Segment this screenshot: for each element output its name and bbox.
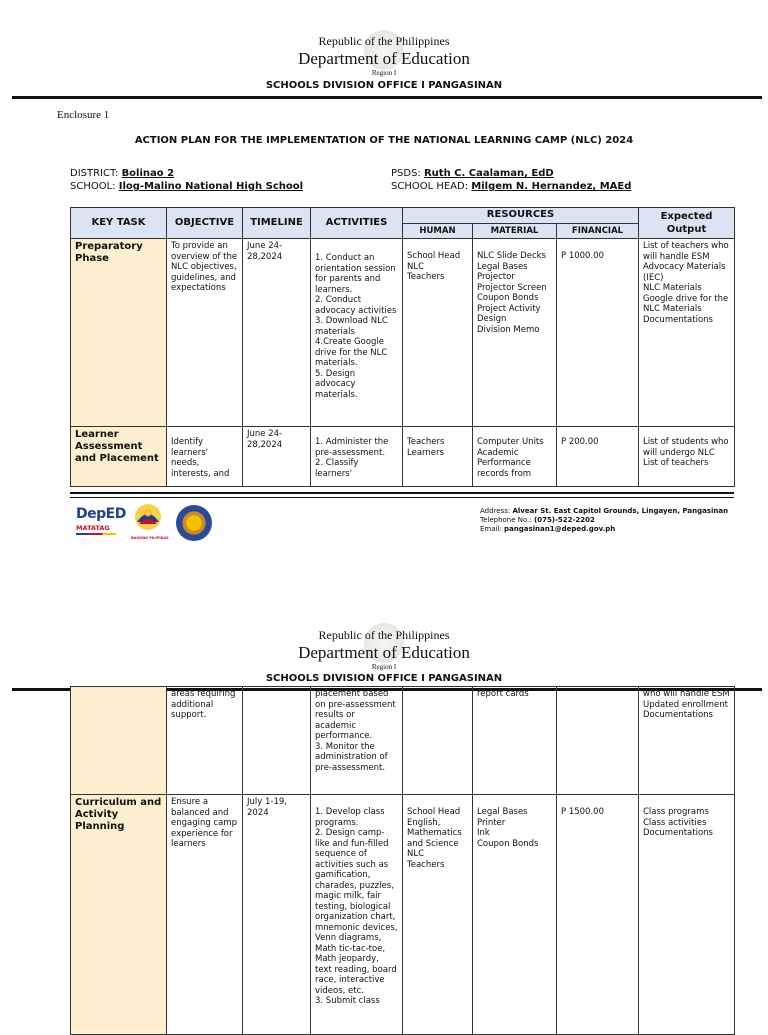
header-rule <box>12 96 762 99</box>
cell-line: Teachers <box>407 859 445 870</box>
enclosure-label: Enclosure 1 <box>57 109 110 121</box>
header-financial: FINANCIAL <box>557 224 639 239</box>
header-expected-output <box>639 208 735 239</box>
address-line <box>480 507 728 516</box>
financial-cell <box>557 687 639 795</box>
email-line <box>480 525 728 534</box>
cell-line: Division Memo <box>477 324 540 335</box>
header-material: MATERIAL <box>473 224 557 239</box>
region-label: Region I <box>371 69 397 77</box>
cell-line: 4.Create Google drive for the NLC materials. <box>315 337 388 368</box>
header-objective: OBJECTIVE <box>167 208 243 239</box>
material-cell: report cards <box>473 687 557 795</box>
deped-matatag-logo <box>76 506 124 540</box>
district-label: DISTRICT: <box>70 168 119 179</box>
material-cell <box>473 795 557 1035</box>
cell-line: 1. Develop class programs. <box>315 807 385 828</box>
bagong-pilipinas-emblem-icon <box>131 502 165 532</box>
timeline-cell: June 24-28,2024 <box>243 239 311 427</box>
activities-cell <box>311 687 403 795</box>
timeline-cell: June 24-28,2024 <box>243 427 311 487</box>
cell-line: List of teachers <box>643 458 709 468</box>
action-plan-table-page1 <box>70 207 735 487</box>
cell-line: Teachers <box>407 437 445 447</box>
bagong-pilipinas-logo <box>131 502 169 542</box>
division-label: SCHOOLS DIVISION OFFICE I PANGASINAN <box>265 673 503 684</box>
cell-line: 1. Conduct an orientation session for parents and learners. <box>315 253 396 295</box>
cell-line: Documentations <box>643 710 713 720</box>
cell-line: Advocacy Materials (IEC) <box>643 262 726 283</box>
cell-line: 2. Conduct advocacy activities <box>315 295 397 316</box>
bagong-pilipinas-text: BAGONG PILIPINAS <box>131 536 169 540</box>
flag-stripe-icon <box>76 533 116 535</box>
district-value: Bolinao 2 <box>121 168 175 179</box>
matatag-wordmark: MATATAG <box>76 524 110 532</box>
human-cell <box>403 795 473 1035</box>
cell-line: List of teachers who will handle ESM <box>643 241 729 262</box>
region-label: Region I <box>371 663 397 671</box>
cell-line: 5. Design advocacy materials. <box>315 368 358 400</box>
phone-line <box>480 516 728 525</box>
cell-line: Coupon Bonds <box>477 838 539 849</box>
cell-line: Computer Units <box>477 437 544 447</box>
cell-line: Google drive for the NLC Materials <box>643 293 729 314</box>
cell-line: Learners <box>407 447 444 458</box>
division-label: SCHOOLS DIVISION OFFICE I PANGASINAN <box>265 80 503 91</box>
header-resources: RESOURCES <box>403 208 639 224</box>
material-cell <box>473 239 557 427</box>
cell-line: Projector Screen <box>477 282 547 293</box>
department-label: Department of Education <box>298 49 470 68</box>
output-cell <box>639 687 735 795</box>
division-seal-icon <box>176 505 212 541</box>
cell-line: Printer <box>477 817 506 828</box>
cell-line: School Head <box>407 807 461 817</box>
header-key-task: KEY TASK <box>71 208 167 239</box>
head-label: SCHOOL HEAD: <box>391 181 469 192</box>
financial-cell: P 200.00 <box>557 427 639 487</box>
human-cell <box>403 427 473 487</box>
district-line <box>70 168 174 179</box>
cell-line: 3. Submit class <box>315 996 380 1006</box>
phone-label: Telephone No.: <box>480 516 532 524</box>
cell-line: Project Activity Design <box>477 303 541 324</box>
cell-line: Documentations <box>643 314 713 325</box>
key-task-cell <box>71 687 167 795</box>
action-plan-table-page2 <box>70 686 735 1035</box>
activities-cell <box>311 239 403 427</box>
cell-line: NLC <box>407 261 425 272</box>
table-row <box>71 687 735 795</box>
objective-cell: areas requiring additional support. <box>167 687 243 795</box>
header-expected-2: Output <box>666 224 707 235</box>
activities-cell <box>311 795 403 1035</box>
cell-line: placement based on pre-assessment results or academic performance. <box>315 689 396 741</box>
deped-wordmark: DepED <box>76 506 126 522</box>
human-cell <box>403 687 473 795</box>
department-label: Department of Education <box>298 643 470 662</box>
cell-line: Legal Bases <box>477 807 528 817</box>
cell-line: Documentations <box>643 828 713 838</box>
activities-cell <box>311 427 403 487</box>
cell-line: NLC Materials <box>643 283 702 293</box>
cell-line: 2. Classify learners' <box>315 458 359 479</box>
table-row <box>71 239 735 427</box>
republic-label: Republic of the Philippines <box>318 628 450 642</box>
cell-line: Projector <box>477 272 515 282</box>
psds-value: Ruth C. Caalaman, EdD <box>423 168 554 179</box>
school-line <box>70 181 303 192</box>
psds-label: PSDS: <box>391 168 421 179</box>
key-task-cell: Curriculum and Activity Planning <box>71 795 167 1035</box>
cell-line: Academic Performance records from <box>477 447 532 479</box>
objective-cell: Ensure a balanced and engaging camp experience for learners <box>167 795 243 1035</box>
cell-line: Updated enrollment <box>643 699 728 710</box>
header-timeline: TIMELINE <box>243 208 311 239</box>
timeline-cell <box>243 687 311 795</box>
footer-rule <box>70 492 734 498</box>
output-cell <box>639 239 735 427</box>
cell-line: Class activities <box>643 817 707 828</box>
cell-line: 1. Administer the pre-assessment. <box>315 437 389 458</box>
cell-line: NLC Slide Decks <box>477 251 546 261</box>
cell-line: Coupon Bonds <box>477 293 539 303</box>
timeline-cell: July 1-19, 2024 <box>243 795 311 1035</box>
cell-line: who will handle ESM <box>643 689 730 699</box>
email-value: pangasinan1@deped.gov.ph <box>504 525 616 533</box>
financial-cell: P 1000.00 <box>557 239 639 427</box>
cell-line: Ink <box>477 828 490 838</box>
cell-line: Class programs <box>643 807 709 817</box>
psds-line <box>391 168 554 179</box>
human-cell <box>403 239 473 427</box>
address-value: Alvear St. East Capitol Grounds, Lingayen, Pangasinan <box>512 507 729 515</box>
cell-line: List of students who will undergo NLC <box>643 437 729 458</box>
objective-cell: To provide an overview of the NLC objectives, guidelines, and expectations <box>167 239 243 427</box>
head-value: Milgem N. Hernandez, MAEd <box>471 181 632 192</box>
document-title: ACTION PLAN FOR THE IMPLEMENTATION OF THE NATIONAL LEARNING CAMP (NLC) 2024 <box>134 135 634 146</box>
cell-line: 2. Design camp-like and fun-filled sequence of activities such as gamification, charades, puzzles, magic milk, fair testing, biological organization chart, mnemonic devices, Venn diagrams, Math tic-tac-toe, Math jeopardy, text reading, board race, interactive videos, etc. <box>315 828 398 996</box>
head-line <box>391 181 631 192</box>
key-task-cell: Preparatory Phase <box>71 239 167 427</box>
output-cell <box>639 427 735 487</box>
financial-cell: P 1500.00 <box>557 795 639 1035</box>
footer-address-block <box>480 507 728 534</box>
cell-line: Legal Bases <box>477 261 528 272</box>
cell-line: 3. Monitor the administration of pre-assessment. <box>315 741 388 773</box>
output-cell <box>639 795 735 1035</box>
school-label: SCHOOL: <box>70 181 116 192</box>
objective-cell: Identify learners' needs, interests, and <box>167 427 243 487</box>
cell-line: NLC <box>407 849 425 859</box>
email-label: Email: <box>480 525 502 533</box>
republic-label: Republic of the Philippines <box>318 34 450 48</box>
key-task-cell: Learner Assessment and Placement <box>71 427 167 487</box>
header-human: HUMAN <box>403 224 473 239</box>
cell-line: English, Mathematics and Science <box>407 817 462 849</box>
header-expected-1: Expected <box>660 211 713 222</box>
cell-line: 3. Download NLC materials <box>315 316 388 337</box>
cell-line: Teachers <box>407 272 445 282</box>
phone-value: (075)-522-2202 <box>534 516 595 524</box>
material-cell <box>473 427 557 487</box>
school-value: Ilog-Malino National High School <box>118 181 304 192</box>
header-activities: ACTIVITIES <box>311 208 403 239</box>
table-row <box>71 795 735 1035</box>
cell-line: School Head <box>407 251 461 261</box>
table-row <box>71 427 735 487</box>
address-label: Address: <box>480 507 511 515</box>
